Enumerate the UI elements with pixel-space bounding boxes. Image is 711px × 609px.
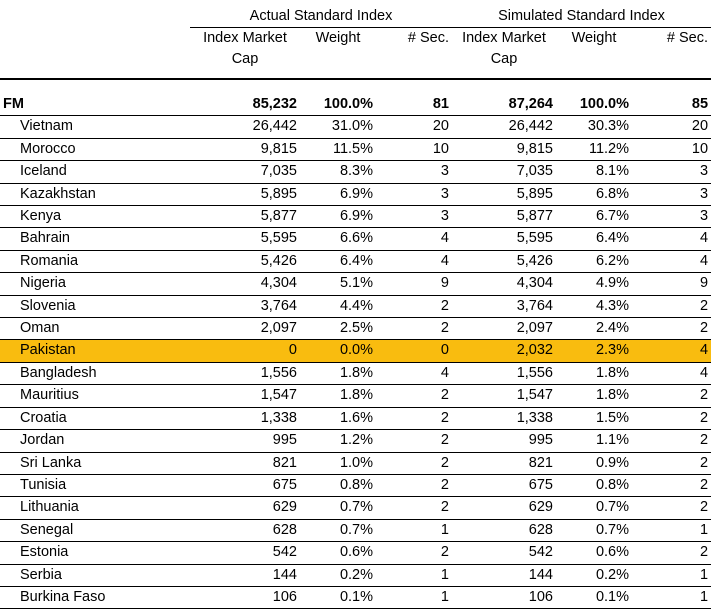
actual-sec-cell: 0 [376,340,452,362]
actual-mcap-cell: 5,877 [190,206,300,228]
total-simulated-weight: 100.0% [556,94,632,116]
actual-weight-cell: 1.8% [300,362,376,384]
simulated-weight-cell: 6.7% [556,206,632,228]
table-row [0,452,711,474]
table-row [0,407,711,429]
actual-sec-cell: 2 [376,430,452,452]
table-row [0,474,711,496]
actual-mcap-cell: 675 [190,474,300,496]
actual-sec-cell: 3 [376,206,452,228]
actual-weight-cell: 0.0% [300,340,376,362]
simulated-mcap-cell: 628 [452,519,556,541]
actual-weight-cell: 31.0% [300,116,376,138]
actual-sec-cell: 2 [376,385,452,407]
simulated-weight-cell: 2.4% [556,318,632,340]
actual-sec-cell: 1 [376,586,452,608]
actual-weight-cell: 6.9% [300,183,376,205]
actual-sec-cell: 3 [376,183,452,205]
actual-mcap-cell: 5,426 [190,250,300,272]
actual-weight-cell: 6.9% [300,206,376,228]
table-row [0,138,711,160]
simulated-sec-cell: 1 [632,564,711,586]
actual-sec-cell: 9 [376,273,452,295]
simulated-sec-cell: 1 [632,519,711,541]
actual-weight-cell: 6.4% [300,250,376,272]
simulated-sec-cell: 4 [632,228,711,250]
simulated-sec-cell: 3 [632,206,711,228]
simulated-sec-cell: 4 [632,362,711,384]
table-row [0,564,711,586]
column-header-row-2 [0,49,711,70]
country-label: Sri Lanka [0,452,190,474]
table-row-highlighted [0,340,711,362]
actual-mcap-cell: 1,547 [190,385,300,407]
simulated-sec-cell: 2 [632,295,711,317]
country-label: Nigeria [0,273,190,295]
simulated-weight-cell: 1.5% [556,407,632,429]
simulated-mcap-cell: 995 [452,430,556,452]
simulated-mcap-cell: 1,338 [452,407,556,429]
actual-mcap-cell: 628 [190,519,300,541]
total-row [0,94,711,116]
simulated-mcap-cell: 1,556 [452,362,556,384]
simulated-mcap-cell: 5,877 [452,206,556,228]
actual-sec-cell: 2 [376,452,452,474]
total-actual-mcap: 85,232 [190,94,300,116]
simulated-sec-cell: 2 [632,318,711,340]
actual-mcap-cell: 629 [190,497,300,519]
total-label: FM [0,94,190,116]
col-simulated-index-mcap: Index Market [462,30,546,46]
country-label: Iceland [0,161,190,183]
simulated-mcap-cell: 7,035 [452,161,556,183]
simulated-weight-cell: 0.9% [556,452,632,474]
simulated-weight-cell: 11.2% [556,138,632,160]
actual-weight-cell: 0.2% [300,564,376,586]
actual-sec-cell: 4 [376,250,452,272]
simulated-sec-cell: 1 [632,586,711,608]
simulated-weight-cell: 0.7% [556,519,632,541]
simulated-mcap-cell: 5,895 [452,183,556,205]
simulated-weight-cell: 0.2% [556,564,632,586]
col-actual-index-mcap-cap: Cap [231,51,259,67]
actual-mcap-cell: 144 [190,564,300,586]
simulated-mcap-cell: 542 [452,542,556,564]
actual-mcap-cell: 5,895 [190,183,300,205]
country-label: Vietnam [0,116,190,138]
simulated-sec-cell: 2 [632,452,711,474]
country-label: Oman [0,318,190,340]
country-label: Serbia [0,564,190,586]
country-label: Estonia [0,542,190,564]
simulated-sec-cell: 3 [632,161,711,183]
index-table-container [0,6,711,609]
actual-mcap-cell: 1,338 [190,407,300,429]
table-row [0,161,711,183]
simulated-weight-cell: 1.1% [556,430,632,452]
simulated-mcap-cell: 5,426 [452,250,556,272]
actual-sec-cell: 4 [376,228,452,250]
actual-weight-cell: 1.6% [300,407,376,429]
simulated-sec-cell: 4 [632,340,711,362]
simulated-weight-cell: 8.1% [556,161,632,183]
table-row [0,385,711,407]
actual-sec-cell: 20 [376,116,452,138]
actual-weight-cell: 0.1% [300,586,376,608]
country-label: Tunisia [0,474,190,496]
simulated-weight-cell: 2.3% [556,340,632,362]
table-row [0,586,711,608]
group-header-row [0,6,711,28]
actual-mcap-cell: 106 [190,586,300,608]
simulated-sec-cell: 2 [632,474,711,496]
actual-mcap-cell: 9,815 [190,138,300,160]
actual-mcap-cell: 4,304 [190,273,300,295]
simulated-weight-cell: 1.8% [556,362,632,384]
simulated-sec-cell: 9 [632,273,711,295]
simulated-sec-cell: 2 [632,430,711,452]
table-row [0,183,711,205]
total-simulated-mcap: 87,264 [452,94,556,116]
total-actual-weight: 100.0% [300,94,376,116]
actual-weight-cell: 1.2% [300,430,376,452]
simulated-sec-cell: 10 [632,138,711,160]
actual-sec-cell: 2 [376,474,452,496]
table-row [0,250,711,272]
actual-mcap-cell: 7,035 [190,161,300,183]
col-simulated-weight: Weight [571,30,617,46]
header-rule [0,70,711,79]
actual-weight-cell: 1.8% [300,385,376,407]
simulated-mcap-cell: 629 [452,497,556,519]
actual-sec-cell: 4 [376,362,452,384]
simulated-weight-cell: 0.7% [556,497,632,519]
simulated-mcap-cell: 2,032 [452,340,556,362]
actual-mcap-cell: 2,097 [190,318,300,340]
total-simulated-sec: 85 [632,94,711,116]
col-simulated-num-sec: # Sec. [666,30,709,46]
actual-mcap-cell: 5,595 [190,228,300,250]
simulated-sec-cell: 2 [632,407,711,429]
index-comparison-table [0,6,711,609]
actual-mcap-cell: 3,764 [190,295,300,317]
actual-sec-cell: 1 [376,519,452,541]
simulated-weight-cell: 6.4% [556,228,632,250]
simulated-weight-cell: 6.2% [556,250,632,272]
simulated-sec-cell: 20 [632,116,711,138]
simulated-sec-cell: 4 [632,250,711,272]
column-header-row [0,28,711,50]
actual-sec-cell: 2 [376,295,452,317]
simulated-weight-cell: 0.1% [556,586,632,608]
table-row [0,542,711,564]
actual-weight-cell: 11.5% [300,138,376,160]
actual-mcap-cell: 26,442 [190,116,300,138]
actual-sec-cell: 1 [376,564,452,586]
country-label: Kazakhstan [0,183,190,205]
simulated-mcap-cell: 4,304 [452,273,556,295]
country-label: Bahrain [0,228,190,250]
country-label: Bangladesh [0,362,190,384]
simulated-weight-cell: 6.8% [556,183,632,205]
simulated-mcap-cell: 1,547 [452,385,556,407]
country-label: Morocco [0,138,190,160]
country-label: Mauritius [0,385,190,407]
actual-weight-cell: 0.6% [300,542,376,564]
simulated-mcap-cell: 3,764 [452,295,556,317]
actual-weight-cell: 8.3% [300,161,376,183]
simulated-mcap-cell: 106 [452,586,556,608]
country-label: Burkina Faso [0,586,190,608]
table-row [0,519,711,541]
simulated-weight-cell: 0.8% [556,474,632,496]
table-row [0,318,711,340]
simulated-weight-cell: 1.8% [556,385,632,407]
simulated-sec-cell: 2 [632,385,711,407]
actual-weight-cell: 4.4% [300,295,376,317]
simulated-mcap-cell: 675 [452,474,556,496]
country-label: Slovenia [0,295,190,317]
simulated-mcap-cell: 5,595 [452,228,556,250]
actual-mcap-cell: 821 [190,452,300,474]
total-actual-sec: 81 [376,94,452,116]
actual-weight-cell: 5.1% [300,273,376,295]
simulated-mcap-cell: 26,442 [452,116,556,138]
country-label: Senegal [0,519,190,541]
group-actual-header: Actual Standard Index [190,6,452,28]
simulated-mcap-cell: 821 [452,452,556,474]
actual-sec-cell: 2 [376,318,452,340]
actual-mcap-cell: 1,556 [190,362,300,384]
actual-weight-cell: 2.5% [300,318,376,340]
simulated-weight-cell: 4.9% [556,273,632,295]
country-label: Croatia [0,407,190,429]
actual-mcap-cell: 542 [190,542,300,564]
actual-weight-cell: 0.7% [300,497,376,519]
country-label: Pakistan [0,340,190,362]
actual-mcap-cell: 0 [190,340,300,362]
actual-sec-cell: 10 [376,138,452,160]
table-row [0,206,711,228]
simulated-weight-cell: 0.6% [556,542,632,564]
actual-sec-cell: 2 [376,407,452,429]
simulated-weight-cell: 4.3% [556,295,632,317]
actual-sec-cell: 3 [376,161,452,183]
table-row [0,497,711,519]
col-simulated-index-mcap-cap: Cap [490,51,518,67]
simulated-sec-cell: 3 [632,183,711,205]
simulated-mcap-cell: 9,815 [452,138,556,160]
simulated-mcap-cell: 144 [452,564,556,586]
table-row [0,273,711,295]
actual-weight-cell: 0.7% [300,519,376,541]
col-actual-weight: Weight [315,30,361,46]
simulated-sec-cell: 2 [632,497,711,519]
actual-sec-cell: 2 [376,542,452,564]
simulated-sec-cell: 2 [632,542,711,564]
country-label: Lithuania [0,497,190,519]
country-label: Romania [0,250,190,272]
simulated-mcap-cell: 2,097 [452,318,556,340]
actual-weight-cell: 6.6% [300,228,376,250]
group-simulated-header: Simulated Standard Index [452,6,711,28]
actual-weight-cell: 1.0% [300,452,376,474]
table-row [0,116,711,138]
actual-sec-cell: 2 [376,497,452,519]
actual-mcap-cell: 995 [190,430,300,452]
col-actual-index-mcap: Index Market [203,30,287,46]
actual-weight-cell: 0.8% [300,474,376,496]
table-row [0,228,711,250]
table-row [0,430,711,452]
simulated-weight-cell: 30.3% [556,116,632,138]
table-row [0,362,711,384]
table-row [0,295,711,317]
country-label: Jordan [0,430,190,452]
col-actual-num-sec: # Sec. [407,30,449,46]
header-spacer [0,79,711,94]
country-label: Kenya [0,206,190,228]
